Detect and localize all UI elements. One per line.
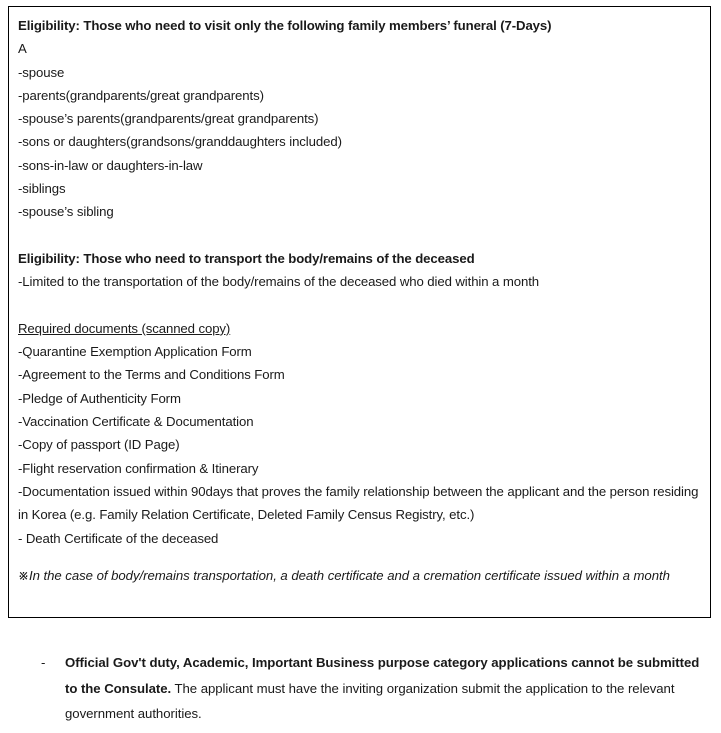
required-documents-heading: Required documents (scanned copy): [18, 320, 231, 336]
eligibility-info-box: [8, 6, 711, 618]
eligibility-funeral-heading: Eligibility: Those who need to visit only the following family members’ funeral (7-Days): [18, 18, 552, 33]
eligibility-transport-heading: Eligibility: Those who need to transport the body/remains of the deceased: [18, 250, 475, 266]
transportation-note: [18, 562, 690, 589]
required-document-item: -Flight reservation confirmation & Itinerary: [18, 460, 259, 476]
required-document-item: - Death Certificate of the deceased: [18, 530, 219, 546]
required-document-item: -Agreement to the Terms and Conditions Form: [18, 367, 285, 383]
family-member-item: -sons-in-law or daughters-in-law: [18, 157, 203, 173]
required-document-item: -Pledge of Authenticity Form: [18, 390, 181, 406]
eligibility-transport-detail: -Limited to the transportation of the body/remains of the deceased who died within a month: [18, 274, 540, 290]
family-member-item: -spouse’s sibling: [18, 204, 114, 220]
family-member-item: -parents(grandparents/great grandparents): [18, 87, 264, 103]
note-spacer: [18, 550, 701, 562]
transportation-note-text: In the case of body/remains transportation, a death certificate and a cremation certificate issued within a month: [29, 567, 670, 583]
consulate-notice-text: [65, 655, 699, 721]
section-spacer: [18, 294, 701, 317]
family-member-item: -spouse’s parents(grandparents/great grandparents): [18, 111, 319, 127]
bullet-dash-icon: -: [41, 655, 46, 670]
consulate-notice-emphasis: Official Gov't duty, Academic, Important Business purpose category applications cannot be submitted to the Consulate.: [65, 655, 700, 696]
consulate-notice-section: [0, 650, 721, 727]
required-document-item: -Quarantine Exemption Application Form: [18, 344, 252, 360]
section-spacer: [18, 224, 701, 247]
bullet-list-item: [0, 650, 721, 727]
eligibility-funeral-group-label: A: [18, 41, 27, 57]
required-document-item: -Vaccination Certificate & Documentation: [18, 414, 254, 430]
family-member-item: -sons or daughters(grandsons/granddaughters included): [18, 134, 342, 150]
family-member-item: -siblings: [18, 181, 66, 197]
required-document-item: -Documentation issued within 90days that proves the family relationship between the applicant and the person residing in Korea (e.g. Family Relation Certificate, Deleted Family Census Registry, etc.): [18, 483, 699, 523]
reference-mark-icon: ※: [18, 567, 29, 583]
required-document-item: -Copy of passport (ID Page): [18, 437, 180, 453]
consulate-notice-detail: The applicant must have the inviting organization submit the application to the relevant government authorities.: [65, 680, 675, 721]
family-member-item: -spouse: [18, 64, 65, 80]
